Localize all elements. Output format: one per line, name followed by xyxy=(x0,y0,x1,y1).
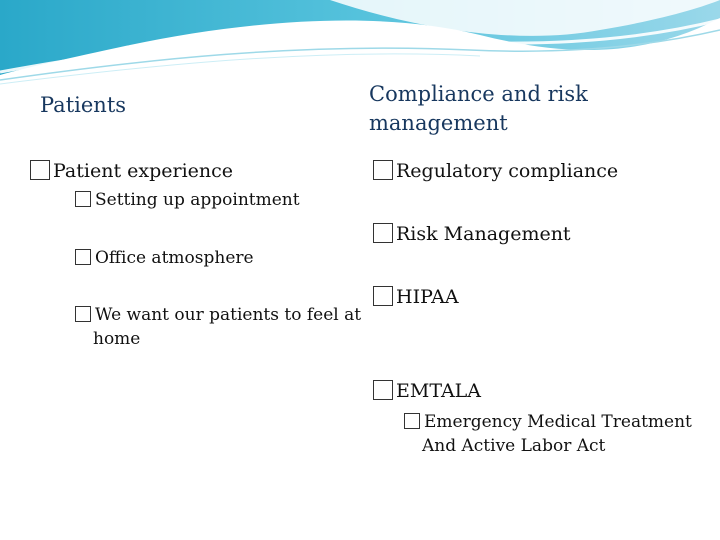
office-atmosphere-item xyxy=(75,246,254,270)
risk-management-label: Risk Management xyxy=(396,223,571,245)
patient-experience-label: Patient experience xyxy=(53,160,234,182)
bullet-box-icon xyxy=(373,160,393,180)
emtala-item xyxy=(373,379,481,403)
regulatory-compliance-item xyxy=(373,159,618,183)
regulatory-compliance-label: Regulatory compliance xyxy=(396,160,619,182)
bullet-box-icon xyxy=(75,191,91,207)
risk-management-item xyxy=(373,222,571,246)
bullet-box-icon xyxy=(373,286,393,306)
setting-up-appointment-label: Setting up appointment xyxy=(95,190,300,210)
hipaa-item xyxy=(373,285,459,309)
bullet-box-icon xyxy=(373,223,393,243)
compliance-heading: Compliance and risk management xyxy=(369,82,588,135)
hipaa-label: HIPAA xyxy=(396,286,459,308)
bullet-box-icon xyxy=(30,160,50,180)
patients-heading: Patients xyxy=(40,93,127,117)
emtala-description-label: Emergency Medical Treatment And Active Labor Act xyxy=(422,412,692,456)
bullet-box-icon xyxy=(404,413,420,429)
emtala-label: EMTALA xyxy=(396,380,482,402)
setting-up-appointment-item xyxy=(75,188,300,212)
bullet-box-icon xyxy=(75,306,91,322)
bullet-box-icon xyxy=(75,249,91,265)
bullet-box-icon xyxy=(373,380,393,400)
feel-at-home-label: We want our patients to feel at home xyxy=(93,305,362,349)
feel-at-home-item xyxy=(75,303,373,351)
office-atmosphere-label: Office atmosphere xyxy=(95,248,254,268)
emtala-description-item xyxy=(404,410,712,458)
patient-experience-item xyxy=(30,159,233,183)
